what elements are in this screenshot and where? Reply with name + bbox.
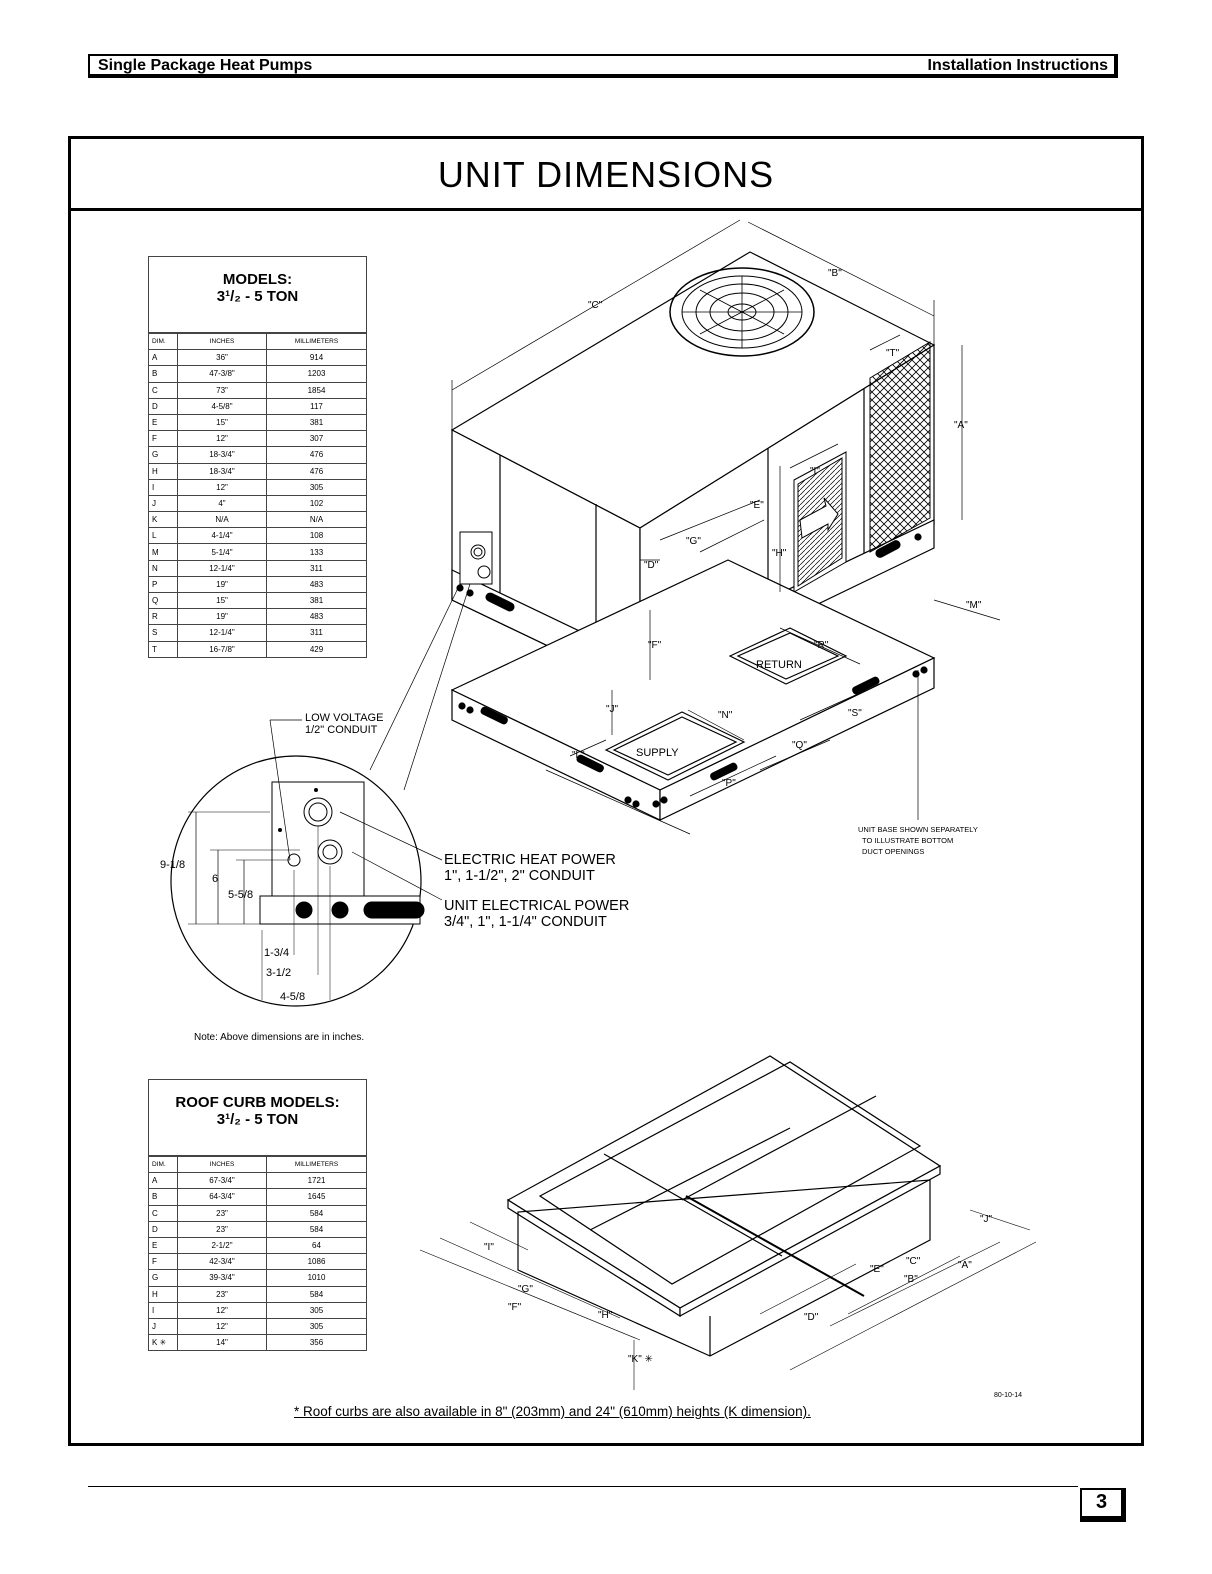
mm-cell: 102 — [267, 495, 367, 511]
inches-cell: 23" — [178, 1205, 267, 1221]
dim-cell: K ✳ — [149, 1335, 178, 1351]
dim-cell: A — [149, 1173, 178, 1189]
inches-cell: 2-1/2" — [178, 1237, 267, 1253]
low-voltage-label: LOW VOLTAGE — [305, 712, 384, 724]
mm-cell: 1645 — [267, 1189, 367, 1205]
mm-cell: 483 — [267, 609, 367, 625]
curb-label-c: "C" — [906, 1256, 921, 1267]
dim-label-d: "D" — [644, 560, 659, 571]
inches-cell: 73" — [178, 382, 267, 398]
dim-label-j: "J" — [606, 704, 619, 715]
mm-cell: 305 — [267, 1318, 367, 1334]
mm-cell: 381 — [267, 414, 367, 430]
dim-cell: H — [149, 1286, 178, 1302]
col-mm: MILLIMETERS — [267, 334, 367, 350]
dim-cell: G — [149, 447, 178, 463]
detail-dim-9-1-8: 9-1/8 — [160, 859, 186, 871]
base-note-line-2: TO ILLUSTRATE BOTTOM — [862, 836, 954, 845]
header-left: Single Package Heat Pumps — [98, 57, 313, 74]
inches-cell: 14" — [178, 1335, 267, 1351]
curb-label-j: "J" — [980, 1214, 993, 1225]
mm-cell: 476 — [267, 447, 367, 463]
roof-curb-footnote: * Roof curbs are also available in 8" (203mm) and 24" (610mm) heights (K dimension). — [294, 1404, 811, 1419]
unit-power-label: UNIT ELECTRICAL POWER — [444, 898, 630, 914]
mm-cell: 1854 — [267, 382, 367, 398]
inches-cell: 15" — [178, 593, 267, 609]
curb-label-b: "B" — [904, 1274, 918, 1285]
dim-cell: L — [149, 528, 178, 544]
curb-label-i: "I" — [484, 1242, 494, 1253]
mm-cell: 311 — [267, 560, 367, 576]
curb-label-h: "H" — [598, 1310, 613, 1321]
supply-label: SUPPLY — [636, 747, 679, 759]
inches-cell: 42-3/4" — [178, 1254, 267, 1270]
mm-cell: 584 — [267, 1286, 367, 1302]
base-note-line-3: DUCT OPENINGS — [862, 847, 925, 856]
dim-cell: N — [149, 560, 178, 576]
col-dim: DIM. — [149, 1157, 178, 1173]
mm-cell: 483 — [267, 576, 367, 592]
detail-leader — [370, 584, 470, 790]
return-label: RETURN — [756, 659, 802, 671]
inches-cell: 5-1/4" — [178, 544, 267, 560]
dim-label-s: "S" — [848, 708, 862, 719]
inches-cell: 16-7/8" — [178, 641, 267, 657]
mm-cell: 1086 — [267, 1254, 367, 1270]
page-title: UNIT DIMENSIONS — [437, 154, 775, 195]
mm-cell: 1203 — [267, 366, 367, 382]
inches-cell: 12" — [178, 431, 267, 447]
detail-dim-3-1-2: 3-1/2 — [266, 967, 292, 979]
curb-label-g: "G" — [518, 1284, 533, 1295]
dim-label-e: "E" — [750, 500, 764, 511]
footer-rule — [88, 1486, 1078, 1487]
page-number: 3 — [1080, 1488, 1126, 1522]
inches-cell: 12" — [178, 479, 267, 495]
coil-grill — [870, 342, 930, 552]
dim-cell: J — [149, 495, 178, 511]
mm-cell: 305 — [267, 1302, 367, 1318]
dim-label-l: "L" — [572, 750, 585, 761]
inches-cell: 67-3/4" — [178, 1173, 267, 1189]
inches-cell: 12-1/4" — [178, 625, 267, 641]
dim-label-n: "N" — [718, 710, 733, 721]
dim-cell: F — [149, 431, 178, 447]
dim-cell: G — [149, 1270, 178, 1286]
dim-cell: I — [149, 1302, 178, 1318]
mm-cell: 476 — [267, 463, 367, 479]
inches-cell: 36" — [178, 350, 267, 366]
dim-cell: I — [149, 479, 178, 495]
curb-label-f: "F" — [508, 1302, 522, 1313]
detail-dim-6: 6 — [212, 873, 219, 885]
detail-dim-4-5-8: 4-5/8 — [280, 991, 306, 1003]
dim-label-m: "M" — [966, 600, 982, 611]
dim-cell: D — [149, 398, 178, 414]
dim-cell: T — [149, 641, 178, 657]
inches-cell: 12" — [178, 1318, 267, 1334]
inches-cell: 4" — [178, 495, 267, 511]
mm-cell: 133 — [267, 544, 367, 560]
dim-cell: S — [149, 625, 178, 641]
models-title-1: MODELS: — [222, 271, 293, 288]
mm-cell: 108 — [267, 528, 367, 544]
dim-label-c: "C" — [588, 300, 603, 311]
fan-grille-icon — [670, 268, 814, 356]
mm-cell: 311 — [267, 625, 367, 641]
mm-cell: 429 — [267, 641, 367, 657]
inches-cell: 19" — [178, 609, 267, 625]
mm-cell: 584 — [267, 1205, 367, 1221]
mm-cell: N/A — [267, 512, 367, 528]
col-mm: MILLIMETERS — [267, 1157, 367, 1173]
figure-code: 80-10-14 — [994, 1392, 1023, 1399]
inches-cell: 4-5/8" — [178, 398, 267, 414]
control-panel — [460, 532, 492, 584]
dimension-note: Note: Above dimensions are in inches. — [194, 1032, 365, 1043]
curb-label-a: "A" — [958, 1260, 972, 1271]
dim-label-h: "H" — [772, 548, 787, 559]
dim-cell: E — [149, 1237, 178, 1253]
dim-label-a: "A" — [954, 420, 968, 431]
curb-label-d: "D" — [804, 1312, 819, 1323]
dim-label-q: "Q" — [792, 740, 807, 751]
base-note — [858, 825, 978, 856]
curb-title-2: 3¹/₂ - 5 TON — [216, 1111, 299, 1128]
col-inches: INCHES — [178, 1157, 267, 1173]
mm-cell: 305 — [267, 479, 367, 495]
mm-cell: 584 — [267, 1221, 367, 1237]
col-inches: INCHES — [178, 334, 267, 350]
mm-cell: 1010 — [267, 1270, 367, 1286]
mm-cell: 64 — [267, 1237, 367, 1253]
dim-cell: H — [149, 463, 178, 479]
col-dim: DIM. — [149, 334, 178, 350]
roof-curb-drawing — [508, 1056, 940, 1356]
mm-cell: 117 — [267, 398, 367, 414]
detail-dim-5-5-8: 5-5/8 — [228, 889, 254, 901]
mm-cell: 381 — [267, 593, 367, 609]
dim-cell: C — [149, 382, 178, 398]
inches-cell: 18-3/4" — [178, 463, 267, 479]
dim-cell: P — [149, 576, 178, 592]
mm-cell: 356 — [267, 1335, 367, 1351]
inches-cell: 47-3/8" — [178, 366, 267, 382]
inches-cell: N/A — [178, 512, 267, 528]
header-right: Installation Instructions — [927, 57, 1108, 74]
inches-cell: 23" — [178, 1221, 267, 1237]
inches-cell: 12" — [178, 1302, 267, 1318]
inches-cell: 23" — [178, 1286, 267, 1302]
mm-cell: 307 — [267, 431, 367, 447]
dim-cell: A — [149, 350, 178, 366]
inches-cell: 64-3/4" — [178, 1189, 267, 1205]
dim-cell: E — [149, 414, 178, 430]
dim-label-f: "F" — [648, 640, 662, 651]
dim-cell: R — [149, 609, 178, 625]
inches-cell: 4-1/4" — [178, 528, 267, 544]
dim-label-t: "T" — [886, 348, 900, 359]
dim-cell: B — [149, 1189, 178, 1205]
curb-label-e: "E" — [870, 1264, 884, 1275]
dim-label-i: "I" — [810, 466, 820, 477]
mm-cell: 914 — [267, 350, 367, 366]
low-voltage-conduit: 1/2" CONDUIT — [305, 724, 378, 736]
dim-cell: Q — [149, 593, 178, 609]
curb-label-k: "K" ✳ — [628, 1354, 653, 1365]
inches-cell: 12-1/4" — [178, 560, 267, 576]
dim-cell: K — [149, 512, 178, 528]
detail-dim-1-3-4: 1-3/4 — [264, 947, 290, 959]
models-title-2: 3¹/₂ - 5 TON — [216, 288, 299, 305]
conduit-detail — [171, 720, 442, 1006]
dim-cell: F — [149, 1254, 178, 1270]
dim-cell: B — [149, 366, 178, 382]
dim-cell: M — [149, 544, 178, 560]
dim-label-p: "P" — [722, 778, 736, 789]
dim-cell: D — [149, 1221, 178, 1237]
dim-cell: C — [149, 1205, 178, 1221]
inches-cell: 18-3/4" — [178, 447, 267, 463]
inches-cell: 19" — [178, 576, 267, 592]
base-note-line-1: UNIT BASE SHOWN SEPARATELY — [858, 825, 978, 834]
electric-heat-conduit: 1", 1-1/2", 2" CONDUIT — [444, 868, 595, 884]
inches-cell: 15" — [178, 414, 267, 430]
dim-cell: J — [149, 1318, 178, 1334]
inches-cell: 39-3/4" — [178, 1270, 267, 1286]
electric-heat-label: ELECTRIC HEAT POWER — [444, 852, 616, 868]
dim-label-r: "R" — [814, 640, 829, 651]
dim-label-b: "B" — [828, 268, 842, 279]
dim-label-g: "G" — [686, 536, 701, 547]
mm-cell: 1721 — [267, 1173, 367, 1189]
curb-title-1: ROOF CURB MODELS: — [175, 1094, 340, 1111]
unit-power-conduit: 3/4", 1", 1-1/4" CONDUIT — [444, 914, 607, 930]
